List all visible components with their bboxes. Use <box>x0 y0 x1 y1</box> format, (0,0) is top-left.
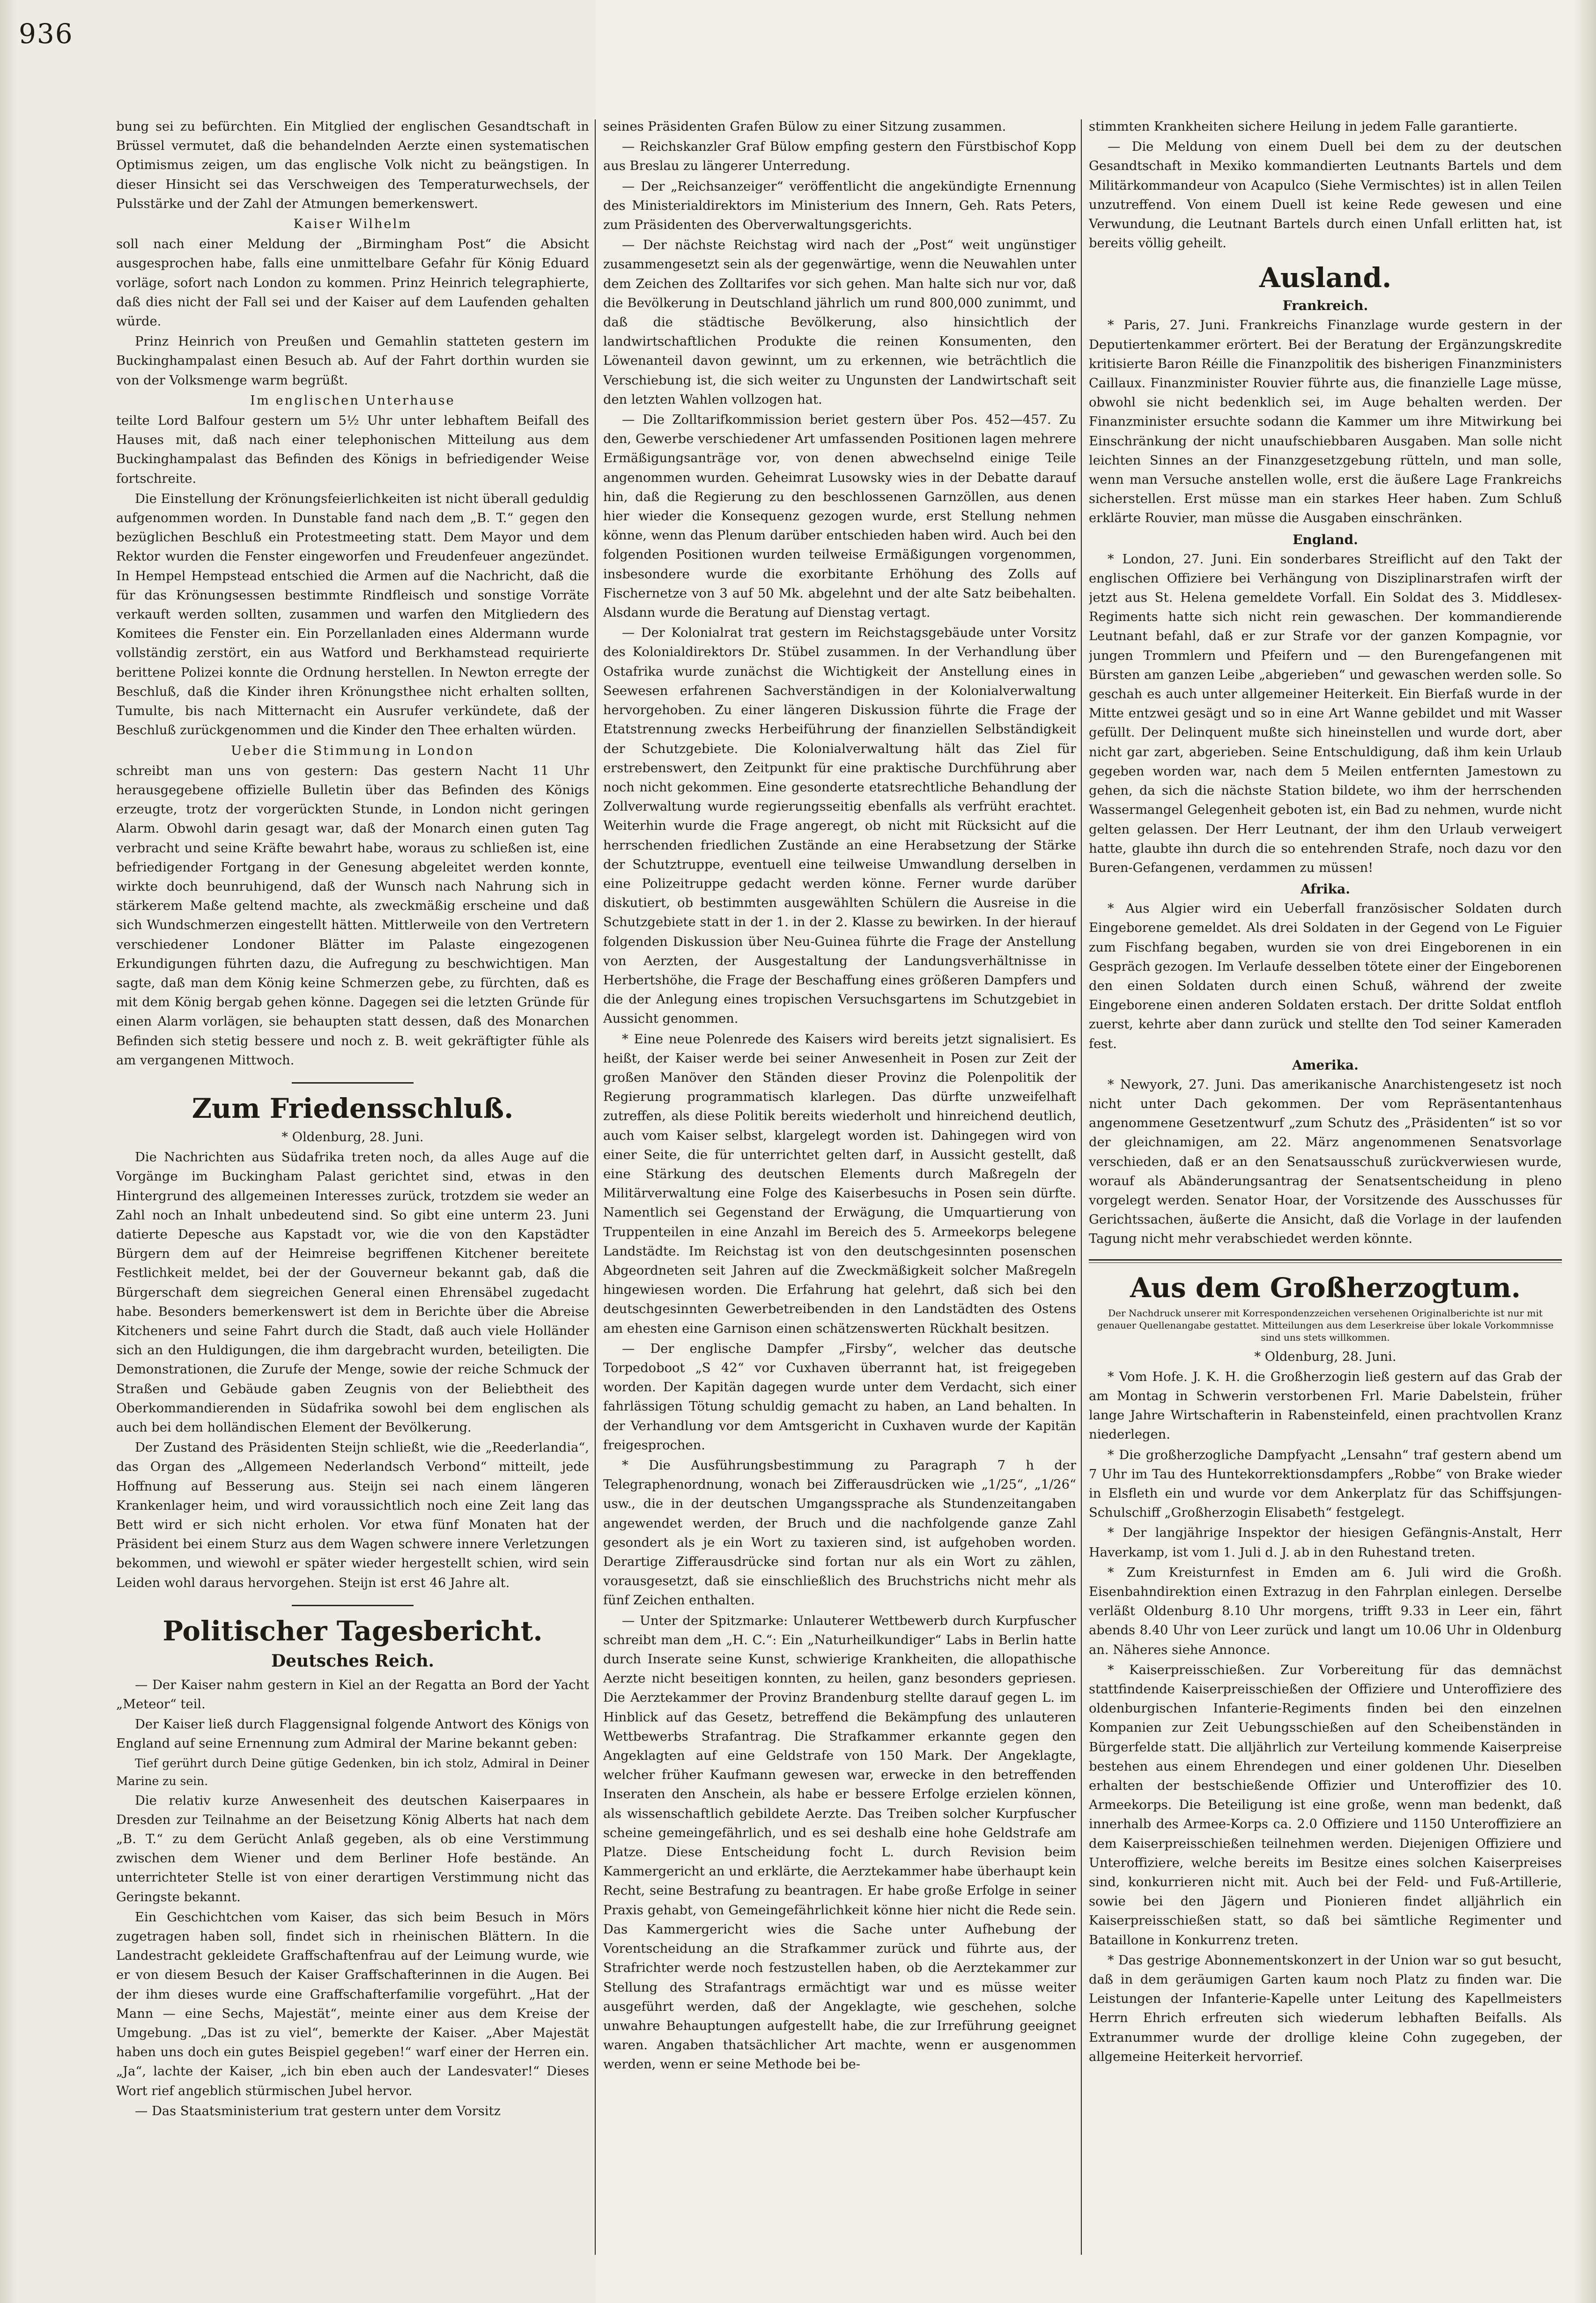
article-paragraph: — Reichskanzler Graf Bülow empfing gestern den Fürstbischof Kopp aus Breslau zu längerer Unterredung. <box>603 140 1076 174</box>
column-rule-1 <box>595 119 596 2255</box>
article-paragraph: — Der „Reichsanzeiger“ veröffentlicht die angekündigte Ernennung des Ministerialdirektors im Ministerium des Innern, Geh. Rats Peters, zum Präsidenten des Oberverwaltungsgerichts. <box>603 179 1076 233</box>
heading-england: England. <box>1293 531 1358 547</box>
article-paragraph: — Die Meldung von einem Duell bei dem zu der deutschen Gesandtschaft in Mexiko kommandierten Leutnants Bartels und dem Militärkommandeur von Acapulco (Siehe Vermischtes) ist in allen Teilen unzutreffend. Von einem Duell ist keine Rede gewesen und eine Verwundung, die Leutnant Bartels durch einen Unfall erlitten hat, ist bereits völlig geheilt. <box>1089 140 1562 251</box>
reprint-notice: Der Nachdruck unserer mit Korrespondenzzeichen versehenen Originalberichte ist nur mit genauer Quellenangabe gestattet. Mitteilungen aus dem Leserkreise über lokale Vorkommnisse sind uns stets willkommen. <box>1097 1307 1554 1343</box>
article-paragraph: — Das Staatsministerium trat gestern unter dem Vorsitz <box>135 2104 501 2118</box>
article-paragraph: * Paris, 27. Juni. Frankreichs Finanzlage wurde gestern in der Deputiertenkammer erörtert. Bei der Beratung der Ergänzungskredite kritisierte Baron Réille die Finanzpolitik des bisherigen Finanzministers Caillaux. Finanzminister Rouvier führte aus, die finanzielle Lage müsse, obwohl sie nicht bedenklich sei, im Auge behalten werden. Der Finanzminister ersuchte sodann die Kammer um ihre Mitwirkung bei Einschränkung der nicht unaufschiebbaren Ausgaben. Man solle nicht leichten Sinnes an der Finanzgesetzgebung rütteln, und man solle, wenn man Versuche anstellen wolle, erst die äußere Lage Frankreichs sicherstellen. Erst müsse man ein starkes Heer haben. Zum Schluß erklärte Rouvier, man müsse die Ausgaben einschränken. <box>1089 318 1562 526</box>
article-paragraph: — Der englische Dampfer „Firsby“, welcher das deutsche Torpedoboot „S 42“ vor Cuxhaven überrannt hat, ist freigegeben worden. Der Kapitän dagegen wurde unter dem Verdacht, sich einer fahrlässigen Tötung schuldig gemacht zu haben, an Land behalten. In der Verhandlung vor dem Amtsgericht in Cuxhaven wurde der Kapitän freigesprochen. <box>603 1341 1076 1453</box>
article-paragraph: teilte Lord Balfour gestern um 5½ Uhr unter lebhaftem Beifall des Hauses mit, daß nach einer telephonischen Mitteilung aus dem Buckinghampalast das Befinden des Königs in befriedigender Weise fortschreite. <box>116 413 589 486</box>
section-divider <box>292 1605 414 1606</box>
heading-aus-dem-grossherzogtum: Aus dem Großherzogtum. <box>1130 1271 1521 1304</box>
article-paragraph: Ein Geschichtchen vom Kaiser, das sich beim Besuch in Mörs zugetragen haben soll, findet sich in rheinischen Blättern. In die Landestracht gekleidete Graffschaftenfrau auf der Leimung wurde, wie er von diesem Besuch der Kaiser Graffschafterinnen in die Augen. Bei der ihm dieses wurde eine Graffschafterfamilie vorgeführt. „Hat der Mann — eine Sechs, Majestät“, meinte einer aus dem Kreise der Umgebung. „Das ist zu viel“, bemerkte der Kaiser. „Aber Majestät haben uns doch ein gutes Beispiel gegeben!“ warf einer der Herren ein. „Ja“, lachte der Kaiser, „ich bin eben auch der Landesvater!“ Dieses Wort rief angeblich stürmischen Jubel hervor. <box>116 1910 589 2098</box>
article-paragraph: * Eine neue Polenrede des Kaisers wird bereits jetzt signalisiert. Es heißt, der Kaiser werde bei seiner Anwesenheit in Posen zur Zeit der großen Manöver den Ständen dieser Provinz die Polenpolitik der Regierung programmatisch klarlegen. Das dürfte unzweifelhaft zutreffen, als diese Politik bereits wiederholt und hinreichend deutlich, auch vom Kaiser selbst, klargelegt worden ist. Dahingegen wird von einer Seite, die für unterrichtet gelten darf, in Aussicht gestellt, daß eine Stärkung des deutschen Elements durch Maßregeln der Militärverwaltung eine Folge des Kaiserbesuchs in Posen sein dürfte. Namentlich sei Gegenstand der Erwägung, die Umquartierung von Truppenteilen in eine Anzahl im Bereich des 5. Armeekorps belegene Landstädte. Im Reichstag ist von den deutschgesinnten posenschen Abgeordneten seit Jahren auf die Zweckmäßigkeit solcher Maßregeln hingewiesen worden. Die Erfahrung hat gelehrt, daß sich bei den deutschgesinnten Gewerbetreibenden in den Landstädten des Ostens am ehesten eine Garnison einen schätzenswerten Rückhalt besitzen. <box>603 1032 1076 1336</box>
page-number: 936 <box>19 18 74 50</box>
dateline: * Oldenburg, 28. Juni. <box>1254 1349 1396 1364</box>
heading-frankreich: Frankreich. <box>1282 298 1368 314</box>
article-paragraph: Die relativ kurze Anwesenheit des deutschen Kaiserpaares in Dresden zur Teilnahme an der Beisetzung König Alberts hat nach dem „B. T.“ zu dem Gerücht Anlaß gegeben, als ob eine Verstimmung zwischen dem Wiener und dem Berliner Hofe bestände. An unterrichteter Stelle ist von einer derartigen Verstimmung nicht das Geringste bekannt. <box>116 1793 589 1904</box>
article-paragraph: * Newyork, 27. Juni. Das amerikanische Anarchistengesetz ist noch nicht unter Dach gekommen. Der vom Repräsentantenhaus angenommene Gesetzentwurf „zum Schutz des „Präsidenten“ ist so vor der gleichnamigen, am 22. März angenommenen Senatsvorlage verschieden, daß er an den Senatsausschuß zurückverwiesen wurde, worauf als Abänderungsantrag der Senatsentscheidung in pleno vorgelegt werden. Senator Hoar, der Vorsitzende des Ausschusses für Gerichtssachen, äußerte die Ansicht, daß die Vorlage in der laufenden Tagung nicht mehr verabschiedet werden könnte. <box>1089 1077 1562 1247</box>
heading-ausland: Ausland. <box>1259 262 1392 294</box>
article-paragraph: soll nach einer Meldung der „Birmingham Post“ die Absicht ausgesprochen habe, falls eine unmittelbare Gefahr für König Eduard vorläge, sofort nach London zu kommen. Prinz Heinrich telegraphierte, daß dies nicht der Fall sei und der Kaiser auf dem Laufenden gehalten würde. <box>116 237 589 329</box>
article-paragraph: Der Zustand des Präsidenten Steijn schließt, wie die „Reederlandia“, das Organ des „Allgemeen Nederlandsch Verbond“ mitteilt, jede Hoffnung auf Besserung aus. Steijn sei nach einem längeren Krankenlager heim, und wird voraussichtlich noch eine Zeit lang das Bett wird er sich nicht erholen. Vor etwa fünf Monaten hat der Präsident bei einem Sturz aus dem Wagen schwere innere Verletzungen bekommen, und wiewohl er später wieder hergestellt schien, wird sein Leiden wohl daraus hervorgehen. Steijn ist erst 46 Jahre alt. <box>116 1440 589 1590</box>
article-paragraph: * Die großherzogliche Dampfyacht „Lensahn“ traf gestern abend um 7 Uhr im Tau des Huntekorrektionsdampfers „Robbe“ von Brake wieder in Elsfleth ein und wurde vor dem Ankerplatz für das Schiffsjungen-Schulschiff „Großherzogin Elisabeth“ festgelegt. <box>1089 1447 1562 1521</box>
heading-afrika: Afrika. <box>1300 881 1350 897</box>
article-paragraph: schreibt man uns von gestern: Das gestern Nacht 11 Uhr herausgegebene offizielle Bulletin über das Befinden des Königs erzeugte, trotz der vorgerückten Stunde, in London nicht geringen Alarm. Obwohl darin gesagt war, daß der Monarch einen guten Tag verbracht und seine Kräfte bewahrt habe, woraus zu schließen ist, eine befriedigender Fortgang in der Genesung abgeleitet werden konnte, wirkte doch beunruhigend, daß der Wunsch nach Nahrung sich in stärkerem Maße geltend machte, als zweckmäßig erscheine und daß sich Wundschmerzen eingestellt hätten. Mittlerweile von den Vertretern verschiedener Londoner Blätter im Palaste eingezogenen Erkundigungen führten dazu, die Aufregung zu beschwichtigen. Man sagte, daß man dem König keine Schmerzen gebe, zu fürchten, daß es mit dem König bergab gehen könne. Dagegen sei die letzten Gründe für einen Alarm vorlägen, sie behaupten statt dessen, daß des Monarchen Befinden sich stetig bessere und noch z. B. weit gekräftigter fühle als am vergangenen Mittwoch. <box>116 763 589 1068</box>
subheading-kaiser-wilhelm: Kaiser Wilhelm <box>293 217 412 232</box>
article-paragraph: Prinz Heinrich von Preußen und Gemahlin statteten gestern im Buckinghampalast einen Besuch ab. Auf der Fahrt dorthin wurden sie von der Volksmenge warm begrüßt. <box>116 334 589 388</box>
column-3 <box>1089 117 1562 2271</box>
article-paragraph: * London, 27. Juni. Ein sonderbares Streiflicht auf den Takt der englischen Offiziere bei Verhängung von Disziplinarstrafen wirft der jetzt aus St. Helena gemeldete Vorfall. Ein Soldat des 3. Middlesex-Regiments hatte sich nicht rein gewaschen. Der kommandierende Leutnant befahl, daß er zur Strafe vor der ganzen Kompagnie, vor jungen Trommlern und Pfeifern und — den Burengefangenen mit Bürsten am ganzen Leibe „abgerieben“ und gewaschen werden solle. So geschah es auch unter allgemeiner Heiterkeit. Ein Bierfaß wurde in der Mitte entzwei gesägt und so in eine Art Wanne gebildet und mit Wasser gefüllt. Der Delinquent mußte sich hineinstellen und wurde dort, aber nicht gar zart, abgerieben. Seine Entschuldigung, daß ihm kein Urlaub gegeben worden war, nach dem 5 Meilen entfernten Jamestown zu gehen, da sich die nächste Station bildete, wo ihm der herrschenden Wassermangel Gelegenheit geboten ist, ein Bad zu nehmen, wurde nicht gelten gelassen. Der Herr Leutnant, der ihm den Urlaub verweigert hatte, glaubte ihn durch die so entehrenden Strafe, noch dazu vor den Buren-Gefangenen, verdammen zu müssen! <box>1089 552 1562 875</box>
section-divider <box>1089 1259 1562 1263</box>
section-divider <box>292 1082 414 1084</box>
column-2 <box>603 117 1076 2271</box>
article-paragraph: * Der langjährige Inspektor der hiesigen Gefängnis-Anstalt, Herr Haverkamp, ist vom 1. Juli d. J. ab in den Ruhestand treten. <box>1089 1526 1562 1560</box>
article-paragraph: * Kaiserpreisschießen. Zur Vorbereitung für das demnächst stattfindende Kaiserpreisschießen der Offiziere und Unteroffiziere des oldenburgischen Infanterie-Regiments finden bei den einzelnen Kompanien zur Zeit Uebungsschießen auf den Scheibenständen in Bürgerfelde statt. Die alljährlich zur Verteilung kommende Kaiserpreise bestehen aus einem Ehrendegen und einer goldenen Uhr. Dieselben erhalten der bestschießende Offizier und Unteroffizier des 10. Armeekorps. Die Beteiligung ist eine große, wenn man bedenkt, daß innerhalb des Armee-Korps ca. 2.0 Offiziere und 1150 Unteroffiziere an dem Kaiserpreisschießen teilnehmen werden. Diejenigen Offiziere und Unteroffiziere, welche bereits im Besitze eines solchen Kaiserpreises sind, konkurrieren nicht mit. Auch bei der Feld- und Fuß-Artillerie, sowie bei den Jägern und Pionieren findet alljährlich ein Kaiserpreisschießen statt, so daß bei sämtliche Regimenter und Bataillone in Konkurrenz treten. <box>1089 1662 1562 1948</box>
article-paragraph: * Zum Kreisturnfest in Emden am 6. Juli wird die Großh. Eisenbahndirektion einen Extrazug in den Fahrplan einlegen. Derselbe verläßt Oldenburg 8.10 Uhr morgens, trifft 9.33 in Leer ein, fährt abends 8.40 Uhr von Leer zurück und langt um 10.06 Uhr in Oldenburg an. Näheres siehe Annonce. <box>1089 1565 1562 1657</box>
subheading-unterhaus: Im englischen Unterhause <box>250 393 455 408</box>
subheading-stimmung: Ueber die Stimmung in London <box>231 743 474 758</box>
heading-politischer-tagesbericht: Politischer Tagesbericht. <box>163 1615 543 1647</box>
article-paragraph: Der Kaiser ließ durch Flaggensignal folgende Antwort des Königs von England auf seine Ernennung zum Admiral der Marine bekannt geben: <box>116 1717 589 1751</box>
quoted-telegram: Tief gerührt durch Deine gütige Gedenken, bin ich stolz, Admiral in Deiner Marine zu sein. <box>116 1756 589 1788</box>
article-paragraph: * Die Ausführungsbestimmung zu Paragraph 7 h der Telegraphenordnung, wonach bei Zifferausdrücken wie „1/25“, „1/26“ usw., die in der deutschen Umgangssprache als Stundenzeitangaben angewendet werden, der Bruch und die nachfolgende ganze Zahl gesondert als je ein Wort zu taxieren sind, ist aufgehoben worden. Derartige Zifferausdrücke sind fortan nur als ein Wort zu zählen, vorausgesetzt, daß sie einschließlich des Bruchstrichs nicht mehr als fünf Zeichen enthalten. <box>603 1458 1076 1608</box>
article-paragraph: — Der Kaiser nahm gestern in Kiel an der Regatta an Bord der Yacht „Meteor“ teil. <box>116 1677 589 1712</box>
article-paragraph: Die Nachrichten aus Südafrika treten noch, da alles Auge auf die Vorgänge im Buckingham Palast gerichtet sind, etwas in den Hintergrund des allgemeinen Interesses zurück, trotzdem sie weder an Zahl noch an Inhalt unbedeutend sind. So gibt eine unterm 23. Juni datierte Depesche aus Kapstadt vor, wie die von den Kapstädter Bürgern dem auf der Heimreise begriffenen Kitchener bereitete Festlichkeit meldet, bei der der Gouverneur bekannt gab, daß die Bürgerschaft dem siegreichen General einen Ehrensäbel zugedacht habe. Besonders bemerkenswert ist dem in Berichte über die Abreise Kitcheners und seine Fahrt durch die Stadt, daß auch viele Holländer sich an den Huldigungen, die ihm dargebracht wurden, beteiligten. Die Demonstrationen, die Zurufe der Menge, sowie der reiche Schmuck der Straßen und Gebäude gaben Zeugnis von der Beliebtheit des Oberkommandierenden in Südafrika sowohl bei dem englischen als auch bei dem holländischen Element der Bevölkerung. <box>116 1150 589 1435</box>
article-paragraph: — Die Zolltarifkommission beriet gestern über Pos. 452—457. Zu den, Gewerbe verschiedener Art umfassenden Positionen lagen mehrere Ermäßigungsanträge vor, von denen abwechselnd einige Teile angenommen wurden. Geheimrat Lusowsky wies in der Debatte darauf hin, daß die Regierung zu den beschlossenen Garnzöllen, aus denen hier wieder die Konsequenz gezogen wurde, erst Stellung nehmen könne, wenn das Plenum darüber entschieden haben wird. Auch bei den folgenden Positionen wurden teilweise Ermäßigungen vorgenommen, insbesondere wurde die exorbitante Erhöhung des Zolls auf Fischernetze von 3 auf 50 Mk. abgelehnt und der alte Satz beibehalten. Alsdann wurde die Beratung auf Dienstag vertagt. <box>603 413 1076 620</box>
article-paragraph: Die Einstellung der Krönungsfeierlichkeiten ist nicht überall geduldig aufgenommen worden. In Dunstable fand nach dem „B. T.“ gegen den bezüglichen Beschluß ein Protestmeeting statt. Dem Mayor und dem Rektor wurden die Fenster eingeworfen und Freudenfeuer angezündet. In Hempel Hempstead entschied die Armen auf die Nachricht, daß die für das Krönungsessen bestimmte Rindfleisch und sonstige Vorräte verkauft werden sollten, zusammen und warfen den Mitgliedern des Komitees die Fenster ein. Ein Porzellanladen eines Aldermann wurde vollständig zerstört, ein aus Watford und Berkhamstead requirierte berittene Polizei konnte die Ordnung herstellen. In Newton erregte der Beschluß, daß die Kinder ihren Krönungsthee nicht erhalten sollten, Tumulte, bis nach Mitternacht ein Ausrufer verkündete, daß der Beschluß zurückgenommen und die Kinder den Thee erhalten würden. <box>116 491 589 738</box>
article-paragraph: * Aus Algier wird ein Ueberfall französischer Soldaten durch Eingeborene gemeldet. Als drei Soldaten in der Gegend von Le Figuier zum Fischfang begaben, wurden sie von drei Eingeborenen in ein Gespräch gezogen. Im Verlaufe desselben tötete einer der Eingeborenen den einen Soldaten durch einen Schuß, während der zweite Eingeborene einen anderen Soldaten erstach. Der dritte Soldat entfloh zuerst, kehrte aber dann zurück und stellte den Tod seiner Kameraden fest. <box>1089 901 1562 1051</box>
article-paragraph: seines Präsidenten Grafen Bülow zu einer Sitzung zusammen. <box>603 119 1006 134</box>
article-paragraph: * Das gestrige Abonnementskonzert in der Union war so gut besucht, daß in dem geräumigen Garten kaum noch Platz zu finden war. Die Leistungen der Infanterie-Kapelle unter Leitung des Kapellmeisters Herrn Ehrich erfreuten sich wiederum lebhaften Beifalls. Als Extranummer wurde der drollige kleine Cohn zugegeben, der allgemeine Heiterkeit hervorrief. <box>1089 1953 1562 2064</box>
article-paragraph: — Der nächste Reichstag wird nach der „Post“ weit ungünstiger zusammengesetzt sein als der gegenwärtige, wenn die Neuwahlen unter dem Zeichen des Zolltarifes vor sich gehen. Man halte sich nur vor, daß die Bevölkerung in Deutschland jährlich um rund 800,000 zunimmt, und daß die städtische Bevölkerung, also hinsichtlich der landwirtschaftlichen Produkte die reinen Konsumenten, den Löwenanteil davon gewinnt, um zu erkennen, wie beträchtlich die Verschiebung ist, die sich weiter zu Ungunsten der Landwirtschaft seit den letzten Wahlen vollzogen hat. <box>603 238 1076 407</box>
column-1 <box>116 117 589 2271</box>
heading-amerika: Amerika. <box>1292 1057 1359 1073</box>
heading-deutsches-reich: Deutsches Reich. <box>271 1651 435 1671</box>
heading-friedensschluss: Zum Friedensschluß. <box>192 1092 514 1124</box>
article-paragraph: bung sei zu befürchten. Ein Mitglied der englischen Gesandtschaft in Brüssel vermutet, daß die behandelnden Aerzte einen systematischen Optimismus zeigen, um das englische Volk nicht zu beängstigen. In dieser Hinsicht sei das Verschweigen des Temperaturwechsels, der Pulsstärke und der Zahl der Atmungen bemerkenswert. <box>116 119 589 211</box>
article-paragraph: — Unter der Spitzmarke: Unlauterer Wettbewerb durch Kurpfuscher schreibt man dem „H. C.“: Ein „Naturheilkundiger“ Labs in Berlin hatte durch Inserate seine Kunst, schwierige Krankheiten, die allopathische Aerzte nicht beseitigen konnten, zu heilen, ganz besonders gepriesen. Die Aerztekammer der Provinz Brandenburg stellte darauf gegen L. im Hinblick auf das Gesetz, betreffend die Bekämpfung des unlauteren Wettbewerbs Strafantrag. Die Strafkammer erkannte gegen den Angeklagten auf eine Geldstrafe von 150 Mark. Der Angeklagte, welcher früher Kaufmann gewesen war, erwecke in den betreffenden Inseraten den Anschein, als habe er bessere Erfolge erzielen können, als wissenschaftlich gebildete Aerzte. Das Treiben solcher Kurpfuscher scheine gemeingefährlich, und es sei deshalb eine hohe Geldstrafe am Platze. Diese Entscheidung focht L. durch Revision beim Kammergericht an und erklärte, die Aerztekammer habe überhaupt kein Recht, seine Bestrafung zu beantragen. Er habe große Erfolge in seiner Praxis gehabt, von Gemeingefährlichkeit könne hier nicht die Rede sein. Das Kammergericht wies die Sache unter Aufhebung der Vorentscheidung an die Strafkammer zurück und führte aus, der Strafrichter werde noch festzustellen haben, ob die Aerztekammer zur Stellung des Strafantrags ermächtigt war und es müsse weiter ausgeführt werden, daß der Angeklagte, wie geschehen, solche unwahre Behauptungen aufgestellt habe, die zur Irreführung geeignet waren. Angaben thatsächlicher Art machte, wenn er ausgenommen werden, wenn er seine Methode bei be- <box>603 1613 1076 2072</box>
article-paragraph: — Der Kolonialrat trat gestern im Reichstagsgebäude unter Vorsitz des Kolonialdirektors Dr. Stübel zusammen. In der Verhandlung über Ostafrika wurde zunächst die Wichtigkeit der Anstellung eines in Seewesen erfahrenen Sachverständigen in der Kolonialverwaltung hervorgehoben. Zu einer längeren Diskussion führte die Frage der Etatstrennung zwecks Herbeiführung der finanziellen Selbständigkeit der Schutzgebiete. Die Kolonialverwaltung hält das Ziel für erstrebenswert, den Zeitpunkt für eine praktische Durchführung aber noch nicht gekommen. Eine gesonderte etatsrechtliche Behandlung der Zollverwaltung wurde regierungsseitig ebenfalls als verfrüht erachtet. Weiterhin wurde die Frage angeregt, ob nicht mit Rücksicht auf die herrschenden friedlichen Zustände an eine Herabsetzung der Stärke der Schutztruppe, eventuell eine teilweise Umwandlung derselben in eine Polizeitruppe gedacht werden könne. Ferner wurde darüber diskutiert, ob bestimmten ausgewählten Schülern die Ausreise in die Schutzgebiete statt in der 1. in der 2. Klasse zu bewirken. In der hierauf folgenden Diskussion über Neu-Guinea führte die Frage der Anstellung von Aerzten, der Ausgestaltung der Landungsverhältnisse in Herbertshöhe, die Frage der Beschaffung eines größeren Dampfers und die der Anlegung eines tropischen Versuchsgartens im Schutzgebiet in Aussicht genommen. <box>603 626 1076 1026</box>
article-paragraph: * Vom Hofe. J. K. H. die Großherzogin ließ gestern auf das Grab der am Montag in Schwerin verstorbenen Frl. Marie Dabelstein, früher lange Jahre Wirtschafterin in Rabensteinfeld, einen prachtvollen Kranz niederlegen. <box>1089 1369 1562 1442</box>
dateline: * Oldenburg, 28. Juni. <box>281 1129 424 1144</box>
article-paragraph: stimmten Krankheiten sichere Heilung in jedem Falle garantierte. <box>1089 119 1518 134</box>
column-rule-2 <box>1081 119 1082 2255</box>
